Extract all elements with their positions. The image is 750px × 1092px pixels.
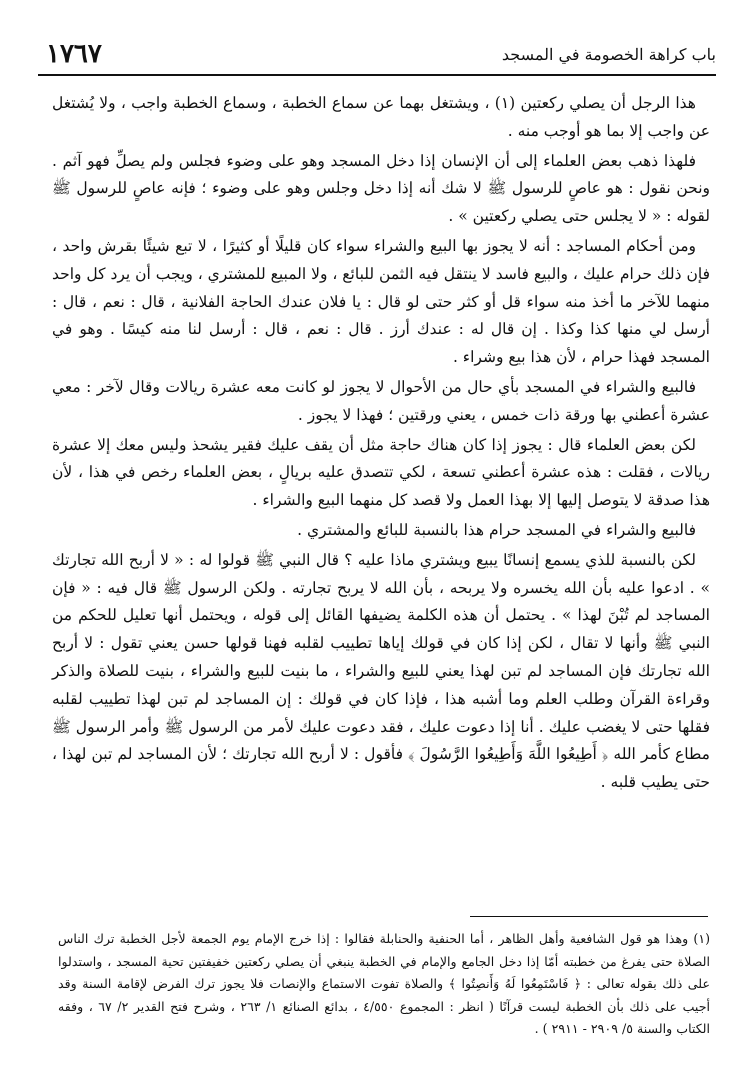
paragraph: لكن بالنسبة للذي يسمع إنسانًا يبيع ويشتري ماذا عليه ؟ قال النبي ﷺ قولوا له : « لا أربح الله تجارتك » . ادعوا عليه بأن الله يخسره ولا يربحه ، بأن الله لا يربح تجارته . ولكن الرسول ﷺ قال فيه : « فإن المساجد لم تُبْنَ لهذا » . يحتمل أن هذه الكلمة يضيفها القائل إلى قوله ، ويحتمل أنها تعليل للحكم من النبي ﷺ وأنها لا تقال ، لكن إذا كان في قولك إياها تطييب لقلبه فهنا قولها حسن يعني تقول : لا أربح الله تجارتك فإن المساجد لم تبن لهذا يعني للبيع والشراء ، ما بنيت للبيع والشراء ، بنيت للصلاة والذكر وقراءة القرآن وطلب العلم وما أشبه هذا ، فإذا كان في قولك : إن المساجد لم تبن لهذا تطييب لقلبه فقلها حتى لا يغضب عليك . أنا إذا دعوت عليك ، فقد دعوت عليك لأمر من الرسول ﷺ وأمر الرسول ﷺ مطاع كأمر الله ﴿ أَطِيعُوا اللَّهَ وَأَطِيعُوا الرَّسُولَ ﴾ فأقول : لا أربح الله تجارتك ؛ لأن المساجد لم تبن لهذا ، حتى يطيب قلبه . bbox=[52, 550, 710, 792]
paragraph: هذا الرجل أن يصلي ركعتين (١) ، ويشتغل بهما عن سماع الخطبة ، وسماع الخطبة واجب ، ولا يُشتغل عن واجب إلا بما هو أوجب منه . bbox=[52, 94, 710, 140]
main-text bbox=[52, 90, 710, 902]
paragraph: ومن أحكام المساجد : أنه لا يجوز بها البيع والشراء سواء كان قليلًا أو كثيرًا ، لا تبع شيئًا بقرش واحد ، فإن ذلك حرام عليك ، والبيع فاسد لا ينتقل فيه الثمن للبائع ، ولا المبيع للمشتري ، ويجب أن يرد كل واحد منهما للآخر ما أخذ منه سواء قل أو كثر حتى لو قال : يا فلان عندك الحاجة الفلانية ، قال : نعم ، قال : أرسل لي منها كذا وكذا . إن قال له : عندك أرز . قال : نعم ، قال : أرسل لنا منه كيسًا . وهو في المسجد فهذا حرام ، لأن هذا بيع وشراء . bbox=[51, 236, 710, 367]
page-header bbox=[46, 34, 716, 74]
paragraph: فالبيع والشراء في المسجد بأي حال من الأحوال لا يجوز لو كانت معه عشرة ريالات وقال لآخر : معي عشرة أعطني بها ورقة ذات خمس ، يعني ورقتين ؛ فهذا لا يجوز . bbox=[52, 377, 710, 424]
paragraph: لكن بعض العلماء قال : يجوز إذا كان هناك حاجة مثل أن يقف عليك فقير يشحذ وليس معك إلا عشرة ريالات ، فقلت : هذه عشرة أعطني تسعة ، لكي تتصدق عليه بريالٍ ، بعض العلماء رخص في هذا ، لأن هذا صدقة لا يتوصل إليها إلا بهذا العمل ولا قصد كل منهما البيع والشراء . bbox=[52, 435, 710, 510]
chapter-title: باب كراهة الخصومة في المسجد bbox=[501, 44, 716, 64]
page-number: ١٧٦٧ bbox=[46, 39, 102, 69]
paragraph: فلهذا ذهب بعض العلماء إلى أن الإنسان إذا دخل المسجد وهو على وضوء فجلس ولم يصلِّ فهو آثم . ونحن نقول : هو عاصٍ للرسول ﷺ لا شك أنه إذا دخل وجلس وهو على وضوء ؛ فإنه عاصٍ للرسول ﷺ لقوله : « لا يجلس حتى يصلي ركعتين » . bbox=[52, 151, 710, 226]
footnotes bbox=[58, 928, 710, 1041]
paragraph: فالبيع والشراء في المسجد حرام هذا بالنسبة للبائع والمشتري . bbox=[297, 520, 696, 539]
header-divider bbox=[38, 74, 716, 76]
footnote-divider bbox=[470, 916, 708, 917]
footnote: (١) وهذا هو قول الشافعية وأهل الظاهر ، أما الحنفية والحنابلة فقالوا : إذا خرج الإمام يوم الجمعة لأجل الخطبة ترك الناس الصلاة حتى يفرغ من خطبته أمّا إذا دخل الجامع والإمام في الخطبة ينبغي أن يصلي ركعتين خفيفتين تحية المسجد ، واستدلوا على ذلك بقوله تعالى : ﴿ فَاسْتَمِعُوا لَهُ وَأَنصِتُوا ﴾ والصلاة تفوت الاستماع والإنصات فلا يجوز ترك الفرض لإقامة السنة وقد أجيب على ذلك بأن الخطبة ليست قرآنًا ( انظر : المجموع ٤/٥٥٠ ، بدائع الصنائع ١/ ٢٦٣ ، وشرح فتح القدير ٢/ ٦٧ ، وفقه الكتاب والسنة ٥/ ٢٩٠٩ - ٢٩١١ ) . bbox=[58, 931, 711, 1037]
